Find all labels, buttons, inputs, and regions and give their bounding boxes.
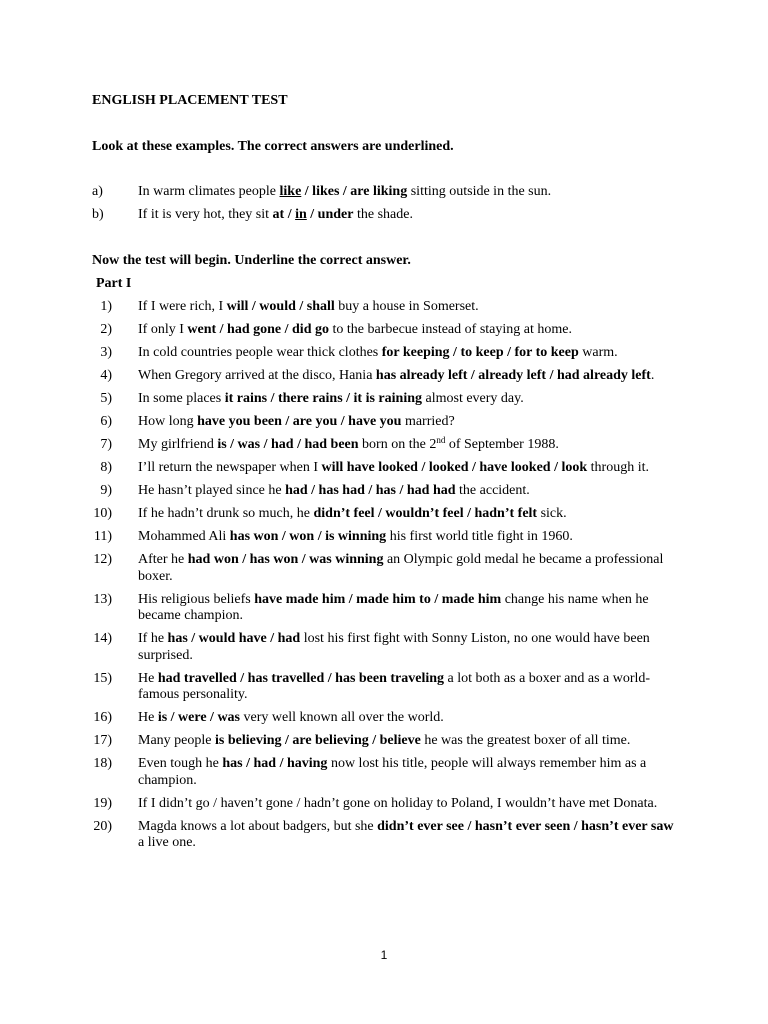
example-options: / likes / are liking — [301, 184, 408, 199]
question-stem: In some places — [138, 391, 225, 406]
question-item — [88, 529, 688, 546]
questions-list — [88, 299, 688, 858]
question-text — [138, 529, 678, 546]
answer-options[interactable]: went / had gone / did go — [187, 322, 329, 337]
underlined-answer: like — [279, 184, 302, 199]
page-number: 1 — [380, 948, 388, 962]
answer-options[interactable]: have made him / made him to / made him — [254, 591, 502, 607]
answer-options[interactable]: has / had / having — [222, 756, 328, 771]
question-ending: very well known all over the world. — [240, 710, 444, 725]
question-text — [138, 391, 678, 408]
answer-options[interactable]: for keeping / to keep / for to keep — [381, 345, 579, 360]
example-options: / under — [306, 207, 354, 222]
examples-list — [92, 184, 692, 230]
question-stem: Even tough he — [138, 756, 223, 771]
question-stem: If he hadn’t drunk so much, he — [138, 506, 314, 521]
answer-options[interactable]: will have looked / looked / have looked / look — [321, 460, 588, 475]
question-ending: of September 1988. — [445, 437, 559, 452]
question-item — [88, 391, 688, 408]
answer-options[interactable]: has / would have / had — [167, 631, 301, 646]
question-ending: through it. — [587, 460, 649, 475]
question-stem: His religious beliefs — [138, 591, 255, 607]
question-item — [88, 710, 688, 727]
question-number: 20) — [93, 818, 112, 834]
question-ending: lost his first fight with Sonny Liston, no one would have been surprised. — [138, 631, 650, 663]
question-text — [138, 796, 678, 813]
question-stem: I’ll return the newspaper when I — [138, 460, 322, 475]
question-text — [138, 592, 678, 625]
question-text — [138, 631, 678, 664]
question-number: 8) — [100, 460, 112, 475]
instruction-text: Now the test will begin. Underline the correct answer. — [92, 253, 411, 268]
question-number: 3) — [100, 345, 112, 360]
question-text — [138, 299, 678, 316]
question-number: 14) — [93, 631, 112, 646]
answer-options[interactable]: didn’t ever see / hasn’t ever seen / hasn’t ever saw — [377, 818, 674, 834]
answer-options[interactable]: is / was / had / had been — [217, 437, 359, 452]
question-item — [88, 592, 688, 625]
question-ending: his first world title fight in 1960. — [386, 529, 573, 544]
question-item — [88, 756, 688, 789]
example-a — [92, 184, 692, 207]
question-stem: If only I — [138, 322, 188, 337]
example-b — [92, 207, 692, 230]
question-stem: If I were rich, I — [138, 299, 227, 314]
question-ending: sick. — [537, 506, 567, 521]
question-stem: He — [138, 670, 158, 686]
answer-options[interactable]: had travelled / has travelled / has been traveling — [157, 670, 445, 686]
question-ending: to the barbecue instead of staying at home. — [328, 322, 572, 337]
question-stem: In cold countries people wear thick clothes — [138, 345, 382, 360]
question-text — [138, 506, 678, 523]
question-ending: born on the 2 — [358, 437, 437, 452]
answer-options[interactable]: didn’t feel / wouldn’t feel / hadn’t felt — [313, 506, 538, 521]
answer-options[interactable]: has already left / already left / had already left — [375, 368, 651, 383]
question-ending: a live one. — [138, 835, 196, 850]
question-stem: Mohammed Ali — [138, 529, 230, 544]
answer-options[interactable]: have you been / are you / have you — [197, 414, 402, 429]
example-text — [138, 184, 551, 200]
question-number: 19) — [93, 795, 112, 811]
example-label: a) — [92, 184, 103, 199]
question-stem: If he — [138, 631, 168, 646]
question-number: 12) — [93, 552, 112, 567]
question-number: 13) — [93, 591, 112, 607]
answer-options[interactable]: will / would / shall — [226, 299, 335, 314]
question-number: 7) — [100, 437, 112, 452]
answer-options[interactable]: had won / has won / was winning — [187, 552, 384, 567]
question-ending: buy a house in Somerset. — [334, 299, 479, 314]
question-text — [138, 368, 678, 385]
question-item — [88, 483, 688, 500]
question-item — [88, 345, 688, 362]
question-ending: now lost his title, people will always remember him as a champion. — [138, 756, 647, 788]
question-number: 5) — [100, 391, 112, 406]
question-number: 1) — [100, 299, 112, 314]
question-number: 15) — [93, 670, 112, 686]
answer-options[interactable]: is believing / are believing / believe — [214, 733, 421, 748]
page-title: ENGLISH PLACEMENT TEST — [92, 93, 288, 108]
part-heading: Part I — [96, 276, 132, 291]
question-item — [88, 437, 688, 454]
example-pre: In warm climates people — [138, 184, 280, 199]
question-text — [138, 710, 678, 727]
question-number: 18) — [93, 756, 112, 771]
question-text — [138, 483, 678, 500]
question-stem: After he — [138, 552, 188, 567]
question-item — [88, 460, 688, 477]
example-post: sitting outside in the sun. — [407, 184, 552, 199]
question-number: 11) — [93, 529, 112, 544]
question-text — [138, 414, 678, 431]
question-text — [138, 733, 678, 750]
question-ending: almost every day. — [422, 391, 524, 406]
question-item — [88, 733, 688, 750]
underlined-answer: in — [295, 207, 307, 222]
answer-options[interactable]: is / were / was — [157, 710, 241, 725]
question-ending: warm. — [578, 345, 618, 360]
question-text — [138, 322, 678, 339]
example-pre: If it is very hot, they sit — [138, 207, 273, 222]
example-options: at / — [272, 207, 296, 222]
question-ending: an Olympic gold medal he became a professional boxer. — [138, 552, 664, 584]
example-post: the shade. — [353, 207, 413, 222]
question-text — [138, 345, 678, 362]
question-stem: He hasn’t played since he — [138, 483, 286, 498]
question-item — [88, 414, 688, 431]
question-ending: . — [650, 368, 655, 383]
question-stem: If I didn’t go / haven’t gone / hadn’t gone on holiday to Poland, I wouldn’t have met Donata. — [138, 795, 658, 811]
question-item — [88, 631, 688, 664]
question-text — [138, 756, 678, 789]
question-item — [88, 299, 688, 316]
question-item — [88, 322, 688, 339]
question-number: 4) — [100, 368, 112, 383]
question-number: 10) — [93, 506, 112, 521]
question-item — [88, 671, 688, 704]
question-text — [138, 437, 678, 454]
example-text — [138, 207, 413, 223]
question-ending: he was the greatest boxer of all time. — [420, 733, 631, 748]
question-ending: the accident. — [455, 483, 530, 498]
question-stem: Many people — [138, 733, 215, 748]
question-text — [138, 819, 678, 852]
question-item — [88, 506, 688, 523]
question-item — [88, 819, 688, 852]
question-number: 16) — [93, 710, 112, 725]
question-stem: How long — [138, 414, 198, 429]
answer-options[interactable]: had / has had / has / had had — [285, 483, 456, 498]
question-ending: married? — [401, 414, 455, 429]
intro-text: Look at these examples. The correct answers are underlined. — [92, 139, 454, 154]
question-stem: Magda knows a lot about badgers, but she — [138, 818, 378, 834]
question-number: 2) — [100, 322, 112, 337]
question-number: 6) — [100, 414, 112, 429]
answer-options[interactable]: it rains / there rains / it is raining — [224, 391, 423, 406]
ordinal-suffix: nd — [436, 435, 446, 445]
question-text — [138, 552, 678, 585]
question-stem: When Gregory arrived at the disco, Hania — [138, 368, 376, 383]
question-item — [88, 796, 688, 813]
question-item — [88, 368, 688, 385]
question-stem: He — [138, 710, 158, 725]
example-label: b) — [92, 207, 104, 222]
question-ending: change his name when he became champion. — [138, 591, 649, 623]
answer-options[interactable]: has won / won / is winning — [229, 529, 387, 544]
question-number: 17) — [93, 733, 112, 748]
question-stem: My girlfriend — [138, 437, 218, 452]
question-text — [138, 671, 678, 704]
question-number: 9) — [100, 483, 112, 498]
question-ending: a lot both as a boxer and as a world-famous personality. — [138, 670, 651, 702]
question-item — [88, 552, 688, 585]
question-text — [138, 460, 678, 477]
